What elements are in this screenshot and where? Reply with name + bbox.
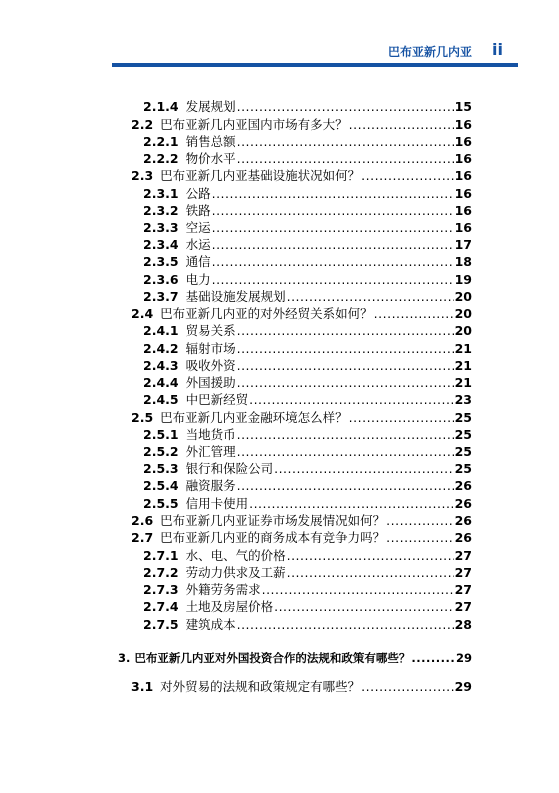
toc-entry-number: 2.7.3 bbox=[143, 582, 179, 597]
dot-leader bbox=[237, 99, 454, 114]
toc-entry[interactable] bbox=[143, 235, 472, 251]
toc-entry-page-number: 16 bbox=[454, 186, 472, 201]
dot-leader bbox=[212, 237, 454, 252]
toc-entry-title: 水运 bbox=[185, 237, 211, 252]
toc-entry[interactable] bbox=[143, 563, 472, 579]
toc-entry-number: 2.2.2 bbox=[143, 151, 179, 166]
toc-entry-title: 水、电、气的价格 bbox=[185, 548, 286, 563]
dot-leader bbox=[349, 410, 454, 425]
toc-entry-page-number: 27 bbox=[454, 548, 472, 563]
toc-entry-title: 巴布亚新几内亚对外国投资合作的法规和政策有哪些？ bbox=[134, 651, 411, 665]
toc-entry-number: 2.6 bbox=[131, 513, 154, 528]
toc-entry-number: 2.7 bbox=[131, 530, 154, 545]
toc-entry-title: 融资服务 bbox=[185, 478, 236, 493]
toc-entry-title: 外国援助 bbox=[185, 375, 236, 390]
toc-entry-page-number: 20 bbox=[454, 323, 472, 338]
toc-entry-title: 物价水平 bbox=[185, 151, 236, 166]
toc-entry-page-number: 16 bbox=[454, 203, 472, 218]
toc-entry-number: 2.4 bbox=[131, 306, 154, 321]
dot-leader bbox=[212, 254, 454, 269]
toc-entry-number: 2.5.5 bbox=[143, 496, 179, 511]
toc-entry-page-number: 19 bbox=[454, 272, 472, 287]
toc-entry-title: 外汇管理 bbox=[185, 444, 236, 459]
toc-entry-page-number: 25 bbox=[454, 444, 472, 459]
toc-entry-page-number: 21 bbox=[454, 358, 472, 373]
toc-entry[interactable] bbox=[143, 184, 472, 200]
dot-leader bbox=[386, 530, 453, 545]
toc-entry[interactable] bbox=[131, 511, 472, 527]
dot-leader bbox=[237, 427, 454, 442]
toc-entry-number: 2.7.4 bbox=[143, 599, 179, 614]
toc-entry-number: 2.5.4 bbox=[143, 478, 179, 493]
toc-entry-title: 中巴新经贸 bbox=[185, 392, 249, 407]
toc-entry-title: 土地及房屋价格 bbox=[185, 599, 274, 614]
dot-leader bbox=[274, 599, 453, 614]
toc-entry-page-number: 21 bbox=[454, 341, 472, 356]
toc-entry-page-number: 25 bbox=[454, 461, 472, 476]
toc-entry-page-number: 26 bbox=[454, 478, 472, 493]
toc-entry-number: 2.3.3 bbox=[143, 220, 179, 235]
toc-entry-page-number: 25 bbox=[454, 410, 472, 425]
toc-entry[interactable] bbox=[143, 356, 472, 372]
toc-entry-number: 2.3 bbox=[131, 168, 154, 183]
dot-leader bbox=[237, 134, 454, 149]
toc-entry-number: 2.3.7 bbox=[143, 289, 179, 304]
toc-entry[interactable] bbox=[131, 115, 472, 131]
toc-entry-title: 劳动力供求及工薪 bbox=[185, 565, 286, 580]
running-header-title: 巴布亚新几内亚 bbox=[388, 45, 473, 59]
toc-entry-page-number: 20 bbox=[454, 306, 472, 321]
toc-entry-number: 2.3.5 bbox=[143, 254, 179, 269]
toc-entry-title: 空运 bbox=[185, 220, 211, 235]
toc-entry-title: 巴布亚新几内亚国内市场有多大？ bbox=[160, 117, 348, 132]
dot-leader bbox=[249, 392, 453, 407]
dot-leader bbox=[249, 496, 453, 511]
toc-entry[interactable] bbox=[143, 149, 472, 165]
toc-entry-page-number: 18 bbox=[454, 254, 472, 269]
dot-leader bbox=[237, 617, 454, 632]
toc-entry[interactable] bbox=[143, 97, 472, 113]
toc-entry-number: 2.4.5 bbox=[143, 392, 179, 407]
dot-leader bbox=[287, 548, 454, 563]
toc-entry[interactable] bbox=[118, 650, 472, 666]
toc-entry-number: 2.4.2 bbox=[143, 341, 179, 356]
toc-entry-number: 2.4.3 bbox=[143, 358, 179, 373]
toc-entry-page-number: 26 bbox=[454, 496, 472, 511]
toc-entry[interactable] bbox=[143, 270, 472, 286]
toc-entry-title: 销售总额 bbox=[185, 134, 236, 149]
toc-entry[interactable] bbox=[143, 476, 472, 492]
toc-entry[interactable] bbox=[143, 615, 472, 631]
toc-entry-page-number: 23 bbox=[454, 392, 472, 407]
toc-entry-title: 巴布亚新几内亚的商务成本有竞争力吗？ bbox=[160, 530, 386, 545]
toc-entry[interactable] bbox=[143, 132, 472, 148]
toc-entry-number: 2.5.1 bbox=[143, 427, 179, 442]
dot-leader bbox=[374, 306, 454, 321]
toc-entry[interactable] bbox=[143, 580, 472, 596]
toc-entry-title: 公路 bbox=[185, 186, 211, 201]
dot-leader bbox=[349, 117, 454, 132]
toc-entry[interactable] bbox=[143, 218, 472, 234]
toc-entry-page-number: 20 bbox=[454, 289, 472, 304]
toc-entry-number: 2.2 bbox=[131, 117, 154, 132]
toc-entry[interactable] bbox=[143, 546, 472, 562]
toc-entry-number: 3. bbox=[118, 651, 131, 665]
header-rule bbox=[112, 63, 518, 67]
toc-entry-page-number: 29 bbox=[455, 651, 472, 665]
dot-leader bbox=[411, 651, 455, 665]
toc-entry-title: 当地货币 bbox=[185, 427, 236, 442]
toc-entry[interactable] bbox=[143, 494, 472, 510]
toc-entry-number: 2.7.1 bbox=[143, 548, 179, 563]
toc-entry[interactable] bbox=[143, 321, 472, 337]
toc-entry-number: 2.7.5 bbox=[143, 617, 179, 632]
toc-entry-number: 2.5 bbox=[131, 410, 154, 425]
toc-entry[interactable] bbox=[143, 597, 472, 613]
toc-entry-page-number: 16 bbox=[454, 134, 472, 149]
toc-entry-page-number: 27 bbox=[454, 599, 472, 614]
toc-entry-title: 巴布亚新几内亚的对外经贸关系如何？ bbox=[160, 306, 373, 321]
toc-entry-number: 2.3.2 bbox=[143, 203, 179, 218]
toc-entry-number: 2.7.2 bbox=[143, 565, 179, 580]
toc-entry-title: 信用卡使用 bbox=[185, 496, 249, 511]
toc-entry-number: 2.3.1 bbox=[143, 186, 179, 201]
toc-entry[interactable] bbox=[131, 408, 472, 424]
toc-entry-title: 铁路 bbox=[185, 203, 211, 218]
dot-leader bbox=[237, 341, 454, 356]
toc-entry[interactable] bbox=[143, 252, 472, 268]
toc-entry-number: 2.4.1 bbox=[143, 323, 179, 338]
dot-leader bbox=[361, 679, 453, 694]
dot-leader bbox=[274, 461, 453, 476]
toc-entry-title: 外籍劳务需求 bbox=[185, 582, 261, 597]
dot-leader bbox=[237, 375, 454, 390]
toc-entry-page-number: 16 bbox=[454, 168, 472, 183]
toc-entry-page-number: 26 bbox=[454, 530, 472, 545]
toc-entry-page-number: 27 bbox=[454, 565, 472, 580]
toc-entry-number: 2.3.4 bbox=[143, 237, 179, 252]
toc-entry-number: 2.5.2 bbox=[143, 444, 179, 459]
toc-entry-title: 贸易关系 bbox=[185, 323, 236, 338]
dot-leader bbox=[212, 272, 454, 287]
toc-entry[interactable] bbox=[131, 304, 472, 320]
dot-leader bbox=[361, 168, 453, 183]
toc-entry-title: 银行和保险公司 bbox=[185, 461, 274, 476]
toc-entry-page-number: 16 bbox=[454, 220, 472, 235]
dot-leader bbox=[212, 203, 454, 218]
toc-entry[interactable] bbox=[143, 390, 472, 406]
toc-entry-page-number: 16 bbox=[454, 117, 472, 132]
toc-entry[interactable] bbox=[131, 528, 472, 544]
toc-entry-title: 巴布亚新几内亚基础设施状况如何？ bbox=[160, 168, 361, 183]
toc-entry-title: 对外贸易的法规和政策规定有哪些？ bbox=[160, 679, 361, 694]
toc-entry-number: 2.3.6 bbox=[143, 272, 179, 287]
toc-entry-page-number: 29 bbox=[454, 679, 472, 694]
dot-leader bbox=[386, 513, 453, 528]
toc-entry-number: 2.1.4 bbox=[143, 99, 179, 114]
running-header-page-number: ii bbox=[492, 40, 503, 59]
toc-entry-title: 吸收外资 bbox=[185, 358, 236, 373]
toc-entry[interactable] bbox=[143, 425, 472, 441]
toc-entry-page-number: 21 bbox=[454, 375, 472, 390]
toc-entry-number: 3.1 bbox=[131, 679, 154, 694]
toc-entry-title: 建筑成本 bbox=[185, 617, 236, 632]
toc-entry-title: 发展规划 bbox=[185, 99, 236, 114]
toc-entry-title: 通信 bbox=[185, 254, 211, 269]
toc-entry[interactable] bbox=[143, 201, 472, 217]
toc-entry-title: 电力 bbox=[185, 272, 211, 287]
dot-leader bbox=[287, 565, 454, 580]
dot-leader bbox=[212, 186, 454, 201]
toc-entry[interactable] bbox=[131, 166, 472, 182]
toc-entry-number: 2.5.3 bbox=[143, 461, 179, 476]
toc-entry-title: 辐射市场 bbox=[185, 341, 236, 356]
toc-entry-page-number: 25 bbox=[454, 427, 472, 442]
toc-entry-title: 巴布亚新几内亚证券市场发展情况如何？ bbox=[160, 513, 386, 528]
toc-entry[interactable] bbox=[143, 442, 472, 458]
dot-leader bbox=[212, 220, 454, 235]
toc-entry-page-number: 15 bbox=[454, 99, 472, 114]
toc-entry-page-number: 27 bbox=[454, 582, 472, 597]
toc-entry-title: 巴布亚新几内亚金融环境怎么样？ bbox=[160, 410, 348, 425]
toc-entry[interactable] bbox=[143, 459, 472, 475]
toc-entry[interactable] bbox=[143, 339, 472, 355]
toc-entry-number: 2.4.4 bbox=[143, 375, 179, 390]
toc-entry-page-number: 26 bbox=[454, 513, 472, 528]
toc-entry-title: 基础设施发展规划 bbox=[185, 289, 286, 304]
dot-leader bbox=[237, 323, 454, 338]
toc-entry[interactable] bbox=[131, 677, 472, 693]
toc-entry-page-number: 17 bbox=[454, 237, 472, 252]
dot-leader bbox=[237, 444, 454, 459]
dot-leader bbox=[237, 151, 454, 166]
toc-entry[interactable] bbox=[143, 287, 472, 303]
toc-entry[interactable] bbox=[143, 373, 472, 389]
toc-entry-number: 2.2.1 bbox=[143, 134, 179, 149]
dot-leader bbox=[237, 358, 454, 373]
dot-leader bbox=[237, 478, 454, 493]
toc-entry-page-number: 28 bbox=[454, 617, 472, 632]
dot-leader bbox=[287, 289, 454, 304]
toc-entry-page-number: 16 bbox=[454, 151, 472, 166]
dot-leader bbox=[262, 582, 454, 597]
